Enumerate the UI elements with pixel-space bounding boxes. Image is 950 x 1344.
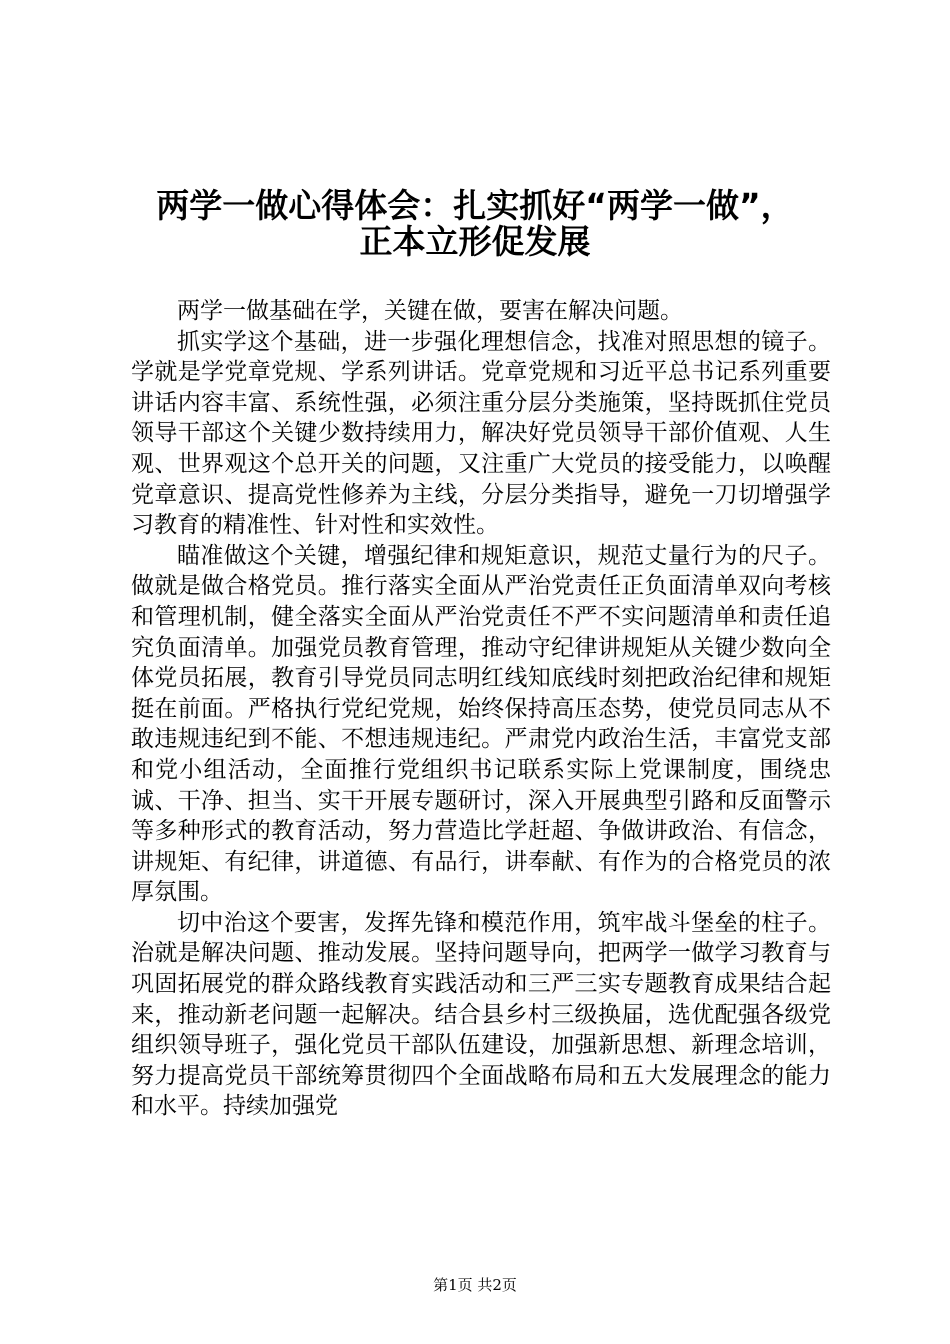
document-title-line-1: 两学一做心得体会：扎实抓好“两学一做”，: [156, 186, 794, 225]
page-number-footer: 第1页 共2页: [433, 1276, 517, 1294]
paragraph-govern: 切中治这个要害，发挥先锋和模范作用，筑牢战斗堡垒的柱子。治就是解决问题、推动发展。坚持问题导向，把两学一做学习教育与巩固拓展党的群众路线教育实践活动和三严三实专题教育成果结合起来，推动新老问题一起解决。结合县乡村三级换届，选优配强各级党组织领导班子，强化党员干部队伍建设，加强新思想、新理念培训，努力提高党员干部统筹贯彻四个全面战略布局和五大发展理念的能力和水平。持续加强党: [131, 909, 831, 1120]
paragraph-study: 抓实学这个基础，进一步强化理想信念，找准对照思想的镜子。学就是学党章党规、学系列讲话。党章党规和习近平总书记系列重要讲话内容丰富、系统性强，必须注重分层分类施策，坚持既抓住党员领导干部这个关键少数持续用力，解决好党员领导干部价值观、人生观、世界观这个总开关的问题，又注重广大党员的接受能力，以唤醒党章意识、提高党性修养为主线，分层分类指导，避免一刀切增强学习教育的精准性、针对性和实效性。: [131, 328, 831, 539]
document-title-line-2: 正本立形促发展: [359, 222, 591, 261]
paragraph-intro: 两学一做基础在学，关键在做，要害在解决问题。: [177, 298, 683, 324]
paragraph-do: 瞄准做这个关键，增强纪律和规矩意识，规范丈量行为的尺子。做就是做合格党员。推行落实全面从严治党责任正负面清单双向考核和管理机制，健全落实全面从严治党责任不严不实问题清单和责任追究负面清单。加强党员教育管理，推动守纪律讲规矩从关键少数向全体党员拓展，教育引导党员同志明红线知底线时刻把政治纪律和规矩挺在前面。严格执行党纪党规，始终保持高压态势，使党员同志从不敢违规违纪到不能、不想违规违纪。严肃党内政治生活，丰富党支部和党小组活动，全面推行党组织书记联系实际上党课制度，围绕忠诚、干净、担当、实干开展专题研讨，深入开展典型引路和反面警示等多种形式的教育活动，努力营造比学赶超、争做讲政治、有信念，讲规矩、有纪律，讲道德、有品行，讲奉献、有作为的合格党员的浓厚氛围。: [131, 542, 831, 906]
document-body: [131, 296, 831, 1122]
